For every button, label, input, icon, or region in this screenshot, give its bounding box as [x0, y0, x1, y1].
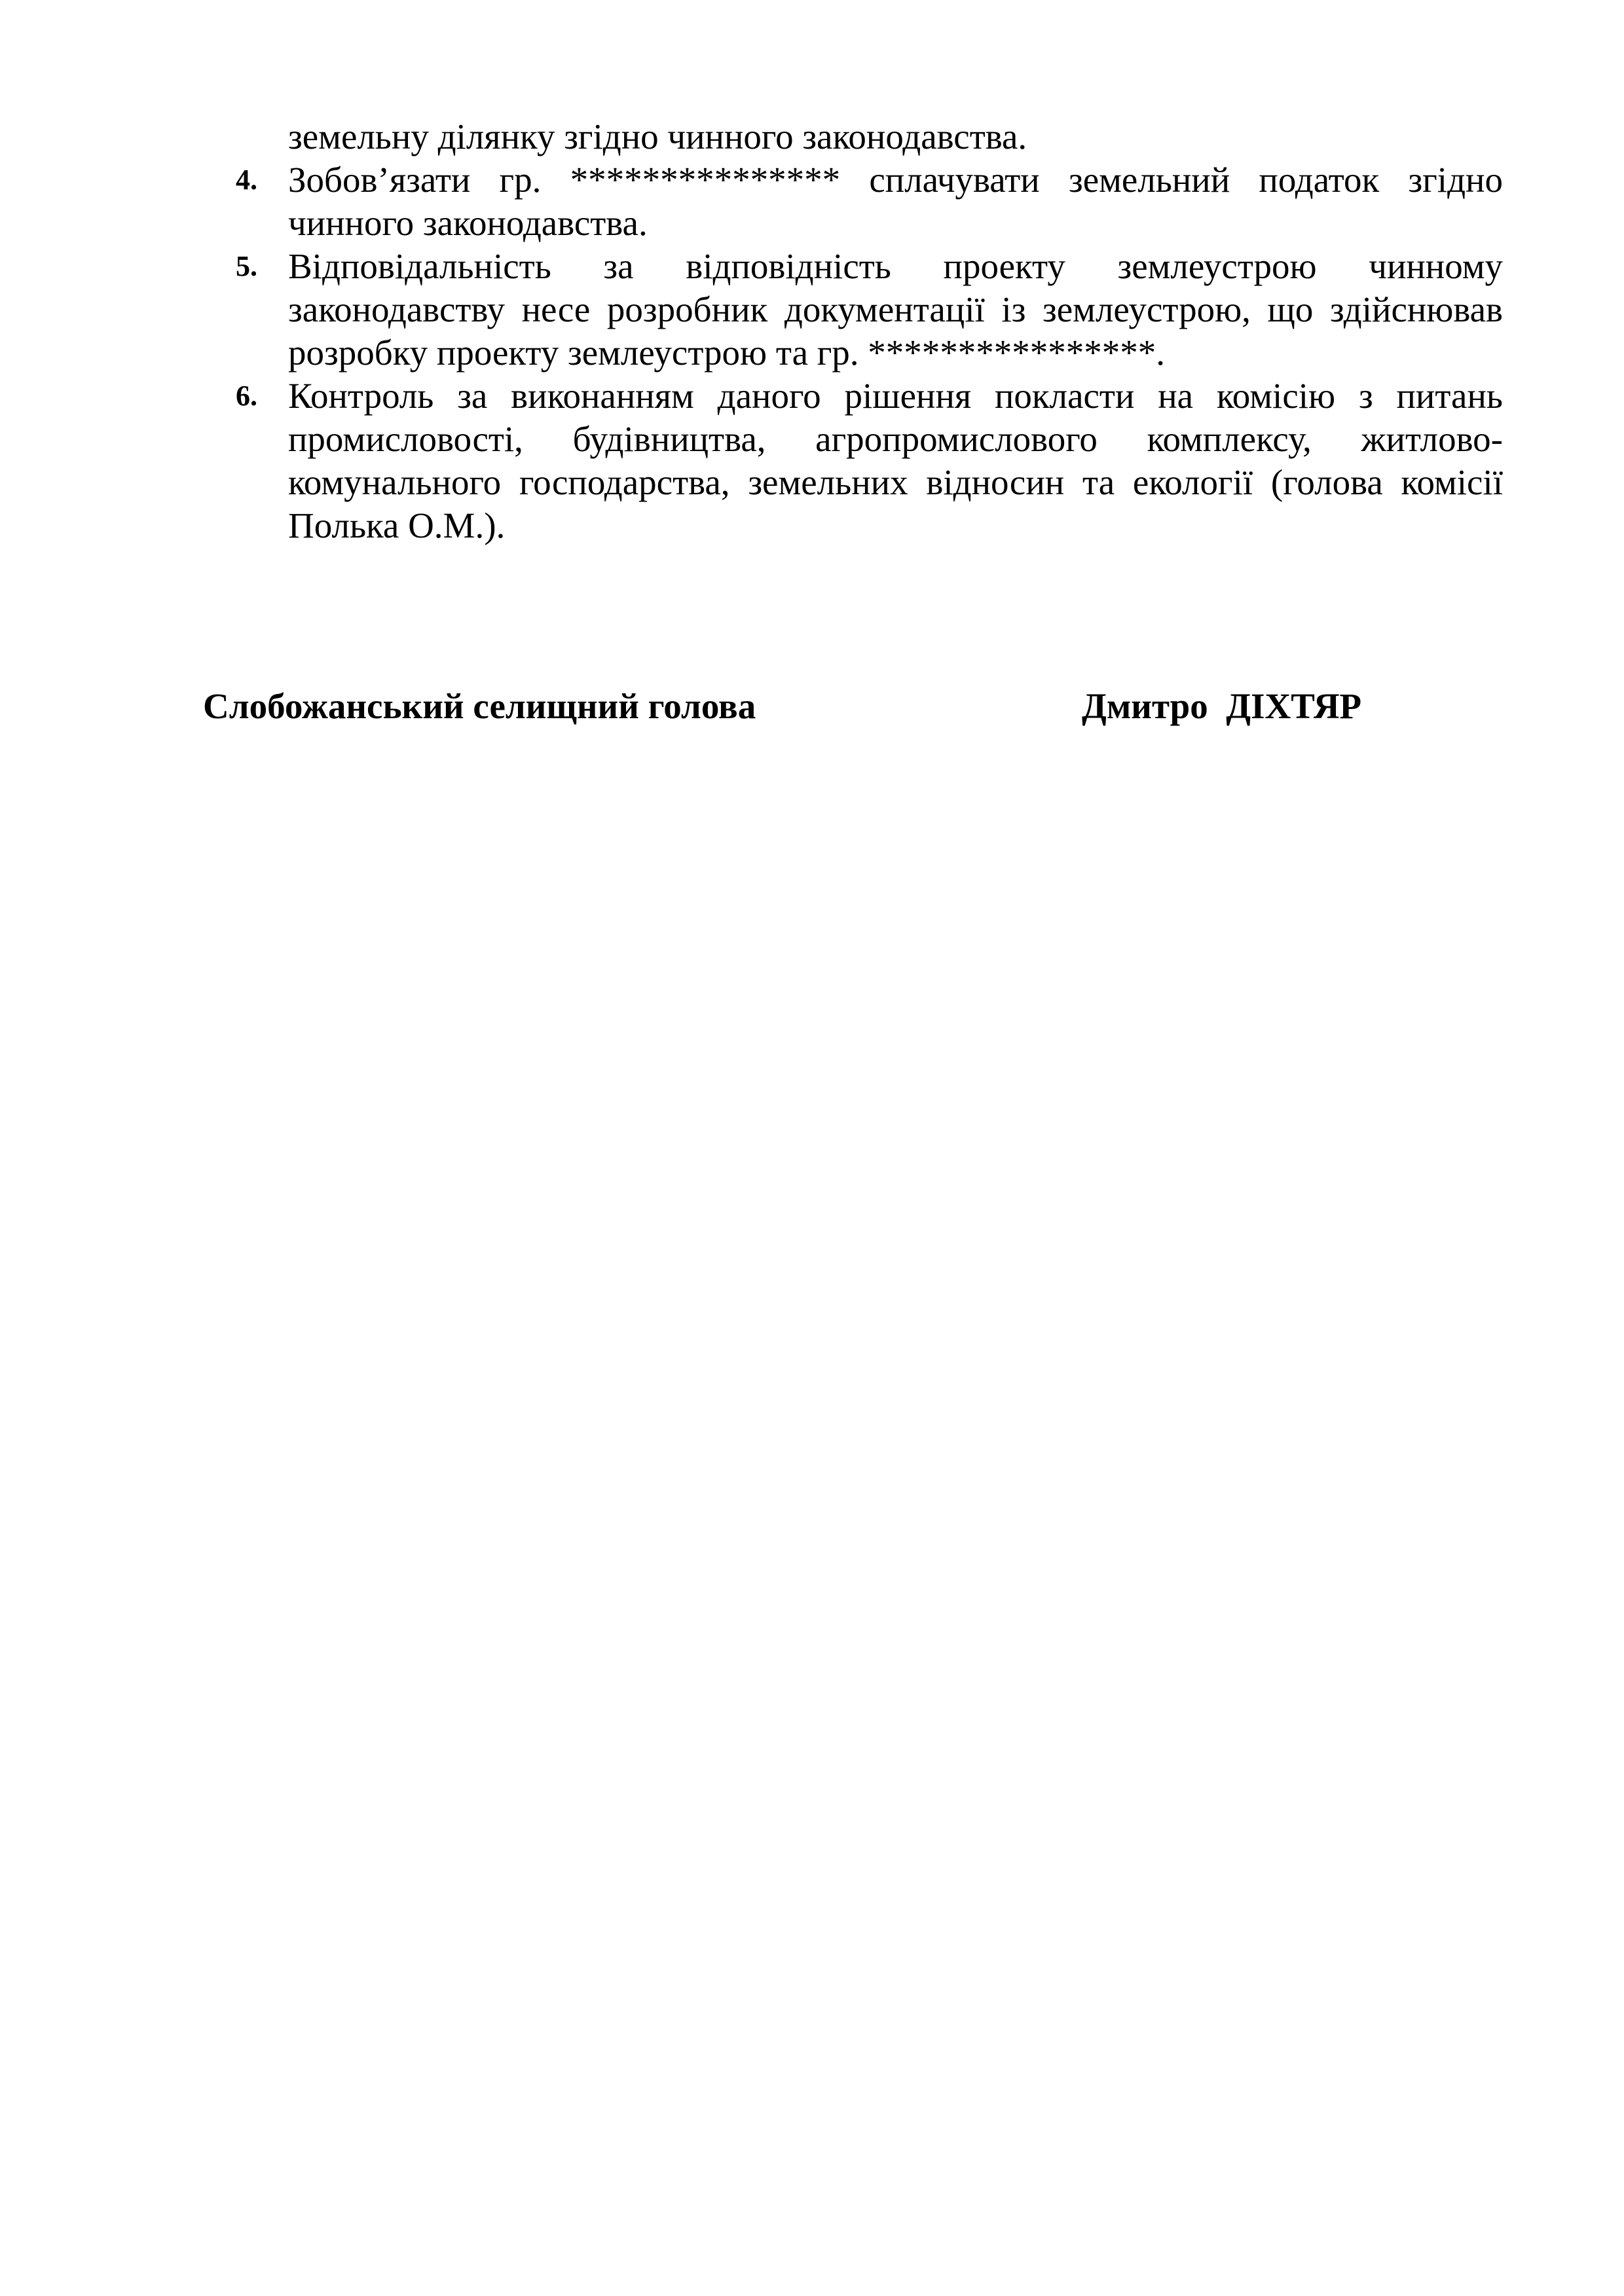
item-number: 4.	[236, 164, 257, 196]
item-text: Відповідальність за відповідність проекту землеустрою чинному законодавству несе розробник документації із землеустрою, що здійснював розробку проекту землеустрою та гр. ****************.	[288, 246, 1503, 373]
item-text: Контроль за виконанням даного рішення покласти на комісію з питань промисловості, будівництва, агропромислового комплексу, житлово-комунального господарства, земельних відносин та екології (голова комісії Полька О.М.).	[288, 376, 1503, 545]
decision-list	[236, 115, 1503, 547]
item-text: Зобов’язати гр. *************** сплачувати земельний податок згідно чинного законодавства.	[288, 160, 1503, 243]
list-item	[236, 374, 1503, 547]
item-number: 5.	[236, 250, 257, 282]
signatory-position: Слобожанський селищний голова	[203, 686, 756, 726]
continuation-text: земельну ділянку згідно чинного законодавства.	[288, 117, 1027, 156]
item-number: 6.	[236, 380, 257, 412]
list-item	[236, 245, 1503, 374]
signatory-name: Дмитро ДІХТЯР	[1082, 686, 1362, 726]
list-item	[236, 158, 1503, 245]
